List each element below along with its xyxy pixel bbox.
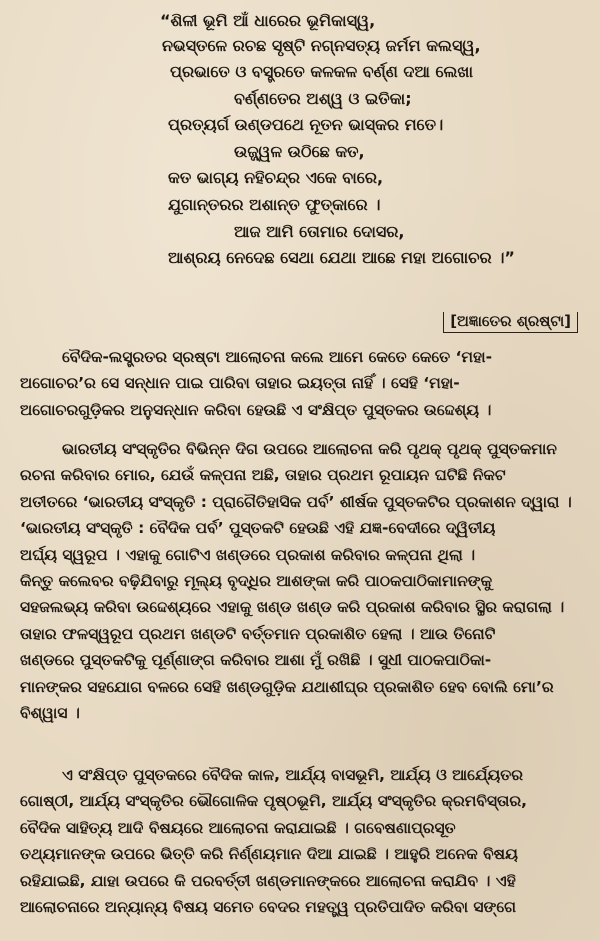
text-line: ଆଲୋଚନାରେ ଅନ୍ୟାନ୍ୟ ବିଷୟ ସମେତ ବେଦର ମହତ୍ତ୍ୱ ପ୍ରତିପାଦିତ କରିବା ସଙ୍ଗେ	[20, 898, 517, 917]
text-line: ଅତୀତରେ ‘ଭାରତୀୟ ସଂସ୍କୃତି : ପ୍ରାଗୈତିହାସିକ ପର୍ବ’ ଶୀର୍ଷକ ପୁସ୍ତକଟିର ପ୍ରକାଶନ ଦ୍ୱାରା ।	[20, 492, 572, 511]
poem-line: ଉଜ୍ଜ୍ୱଳ ଉଠିଛେ କତ,	[234, 142, 365, 161]
text-line: ଅଗୋଚର’ର ସେ ସନ୍ଧାନ ପାଇ ପାରିବା ତାହାର ଇୟତ୍ତା ନାହିଁ । ସେହି ‘ମହା-	[20, 374, 460, 393]
text-line: ଅଗୋଚରଗୁଡ଼ିକର ଅନୁସନ୍ଧାନ କରିବା ହେଉଛି ଏ ସଂକ୍ଷିପ୍ତ ପୁସ୍ତକର ଉଦ୍ଦେଶ୍ୟ ।	[20, 400, 492, 419]
text-line: ଗୋଷ୍ଠୀ, ଆର୍ଯ୍ୟ ସଂସ୍କୃତିର ଭୌଗୋଳିକ ପୃଷ୍ଠଭୂମି, ଆର୍ଯ୍ୟ ସଂସ୍କୃତିର କ୍ରମବିସ୍ତାର,	[20, 792, 527, 811]
poem-line: ଆଜ ଆମି ତୋମାର ଦୋସର,	[234, 222, 405, 241]
paragraph-3	[20, 762, 582, 920]
paragraph-1	[20, 344, 582, 423]
text-line: ‘ଭାରତୀୟ ସଂସ୍କୃତି : ବୈଦିକ ପର୍ବ’ ପୁସ୍ତକଟି ହେଉଛି ଏହି ଯଜ୍ଞ-ବେଦୀରେ ଦ୍ୱିତୀୟ	[20, 519, 496, 538]
text-line: ଏ ସଂକ୍ଷିପ୍ତ ପୁସ୍ତକରେ ବୈଦିକ କାଳ, ଆର୍ଯ୍ୟ ବାସଭୂମି, ଆର୍ଯ୍ୟ ଓ ଆର୍ଯ୍ୟେତର	[62, 766, 524, 784]
text-line: ତାହାର ଫଳସ୍ୱରୂପ ପ୍ରଥମ ଖଣ୍ଡଟି ବର୍ତ୍ତମାନ ପ୍ରକାଶିତ ହେଲା । ଆଉ ତିନୋଟି	[20, 624, 496, 643]
text-line: ଭାରତୀୟ ସଂସ୍କୃତିର ବିଭିନ୍ନ ଦିଗ ଉପରେ ଆଲୋଚନା କରି ପୃଥକ୍ ପୃଥକ୍ ପୁସ୍ତକମାନ	[62, 440, 557, 458]
text-line: ତଥ୍ୟମାନଙ୍କ ଉପରେ ଭିତ୍ତି କରି ନିର୍ଣ୍ଣୟମାନ ଦିଆ ଯାଇଛି । ଆହୁରି ଅନେକ ବିଷୟ	[20, 845, 518, 864]
poem-line: ପ୍ରତ୍ୟର୍ଗ ଉଣ୍ଡପଥେ ନୂତନ ଭାସ୍କର ମତେ।	[168, 115, 444, 134]
text-line: ରଚନା କରିବାର ମୋର, ଯେଉଁ କଳ୍ପନା ଅଛି, ତାହାର ପ୍ରଥମ ରୂପାୟନ ଘଟିଛି ନିକଟ	[20, 466, 506, 485]
text-line: ବୈଦିକ-ଲସ୍ତ୍ରତର ସ୍ରଷ୍ଟା ଆଲୋଚନା କଲେ ଆମେ କେତେ କେତେ ‘ମହା-	[62, 348, 493, 366]
text-line: ଅର୍ଘ୍ୟ ସ୍ୱରୂପ । ଏହାକୁ ଗୋଟିଏ ଖଣ୍ଡରେ ପ୍ରକାଶ କରିବାର କଳ୍ପନା ଥିଲା ।	[20, 545, 476, 564]
poem-line: ଯୁଗାନ୍ତରର ଅଶାନ୍ତ ଫୁତ୍କାରେ ।	[168, 195, 381, 214]
text-line: ଖଣ୍ଡରେ ପୁସ୍ତକଟିକୁ ପୂର୍ଣ୍ଣାଙ୍ଗ କରିବାର ଆଶା ମୁଁ ରଖିଛି । ସୁଧୀ ପାଠକପାଠିକା-	[20, 651, 492, 670]
poem-line: କତ ଭାଗ୍ୟ ନହିଚନ୍ଦ୍ର ଏକେ ବାରେ,	[168, 168, 384, 187]
poem-line: ଆଶ୍ରୟ ନେଦେଛ ସେଥା ଯେଥା ଆଛେ ମହା ଅଗୋଚର ।”	[168, 248, 515, 267]
poem-line: ବର୍ଣ୍ଣତେର ଅଶ୍ୱ ଓ ଇତିକା;	[234, 89, 412, 108]
text-line: ମାନଙ୍କର ସହଯୋଗ ବଳରେ ସେହି ଖଣ୍ଡଗୁଡ଼ିକ ଯଥାଶୀଘ୍ର ପ୍ରକାଶିତ ହେବ ବୋଲି ମୋ’ର	[20, 677, 554, 696]
poem-line: ନଭସ୍ତଳେ ରଚଛ ସୃଷ୍ଟି ନଗ୍ନସତ୍ୟ ଜର୍ମମ କଲସ୍ୱ,	[162, 36, 481, 55]
text-line: ବିଶ୍ୱାସ ।	[20, 704, 80, 723]
paragraph-2	[20, 436, 582, 726]
text-line: କିନ୍ତୁ କଲେବର ବଢ଼ିଯିବାରୁ ମୂଲ୍ୟ ବୃଦ୍ଧିର ଆଶଙ୍କା କରି ପାଠକପାଠିକାମାନଙ୍କୁ	[20, 572, 493, 591]
text-line: ବୈଦିକ ସାହିତ୍ୟ ଆଦି ବିଷୟରେ ଆଲୋଚନା କରାଯାଇଛି । ଗବେଷଣାପ୍ରସୂତ	[20, 818, 456, 837]
poem-line: “ଶିଳୀ ଭୂମି ଆଁ ଧାରେର ଭୂମିକାସ୍ୱ,	[160, 11, 376, 30]
poem-line: ପ୍ରଭାତେ ଓ ବସ୍ତ୍ରତେ କଳକଳ ବର୍ଣ୍ଣ ଦଆ ଲେଖା	[170, 62, 474, 81]
text-line: ସହଜଲଭ୍ୟ କରିବା ଉଦ୍ଦେଶ୍ୟରେ ଏହାକୁ ଖଣ୍ଡ ଖଣ୍ଡ କରି ପ୍ରକାଶ କରିବାର ସ୍ଥିର କରାଗଲା ।	[20, 598, 565, 617]
text-line: ରହିଯାଇଛି, ଯାହା ଉପରେ କି ପରବର୍ତ୍ତୀ ଖଣ୍ଡମାନଙ୍କରେ ଆଲୋଚନା କରାଯିବ । ଏହି	[20, 871, 516, 890]
poem-attribution: [ଅଜ୍ଞାତେର ଶ୍ରଷ୍ଟା]	[443, 312, 578, 333]
